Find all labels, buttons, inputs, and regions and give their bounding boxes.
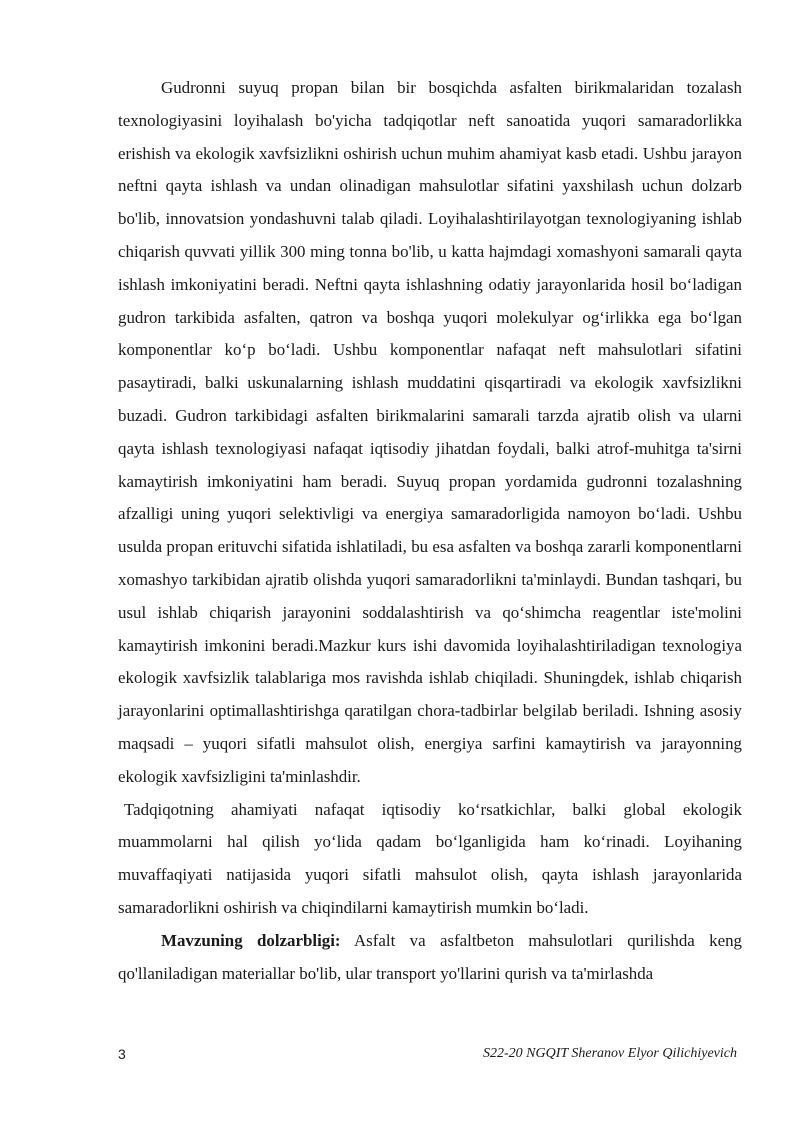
page-number: 3: [118, 1046, 126, 1062]
paragraph-relevance: [118, 925, 742, 991]
document-body: [118, 72, 742, 990]
relevance-heading: Mavzuning dolzarbligi:: [161, 930, 341, 950]
paragraph-introduction: Gudronni suyuq propan bilan bir bosqichda asfalten birikmalaridan tozalash texnologiyasini loyihalash bo'yicha tadqiqotlar neft sanoatida yuqori samaradorlikka erishish va ekologik xavfsizlikni oshirish uchun muhim ahamiyat kasb etadi. Ushbu jarayon neftni qayta ishlash va undan olinadigan mahsulotlar sifatini yaxshilash uchun dolzarb bo'lib, innovatsion yondashuvni talab qiladi. Loyihalashtirilayotgan texnologiyaning ishlab chiqarish quvvati yillik 300 ming tonna bo'lib, u katta hajmdagi xomashyoni samarali qayta ishlash imkoniyatini beradi. Neftni qayta ishlashning odatiy jarayonlarida hosil bo‘ladigan gudron tarkibida asfalten, qatron va boshqa yuqori molekulyar og‘irlikka ega bo‘lgan komponentlar ko‘p bo‘ladi. Ushbu komponentlar nafaqat neft mahsulotlari sifatini pasaytiradi, balki uskunalarning ishlash muddatini qisqartiradi va ekologik xavfsizlikni buzadi. Gudron tarkibidagi asfalten birikmalarini samarali tarzda ajratib olish va ularni qayta ishlash texnologiyasi nafaqat iqtisodiy jihatdan foydali, balki atrof-muhitga ta'sirni kamaytirish imkoniyatini ham beradi. Suyuq propan yordamida gudronni tozalashning afzalligi uning yuqori selektivligi va energiya samaradorligida namoyon bo‘ladi. Ushbu usulda propan erituvchi sifatida ishlatiladi, bu esa asfalten va boshqa zararli komponentlarni xomashyo tarkibidan ajratib olishda yuqori samaradorlikni ta'minlaydi. Bundan tashqari, bu usul ishlab chiqarish jarayonini soddalashtirish va qo‘shimcha reagentlar iste'molini kamaytirish imkonini beradi.Mazkur kurs ishi davomida loyihalashtiriladigan texnologiya ekologik xavfsizlik talablariga mos ravishda ishlab chiqiladi. Shuningdek, ishlab chiqarish jarayonlarini optimallashtirishga qaratilgan chora-tadbirlar belgilab beriladi. Ishning asosiy maqsadi – yuqori sifatli mahsulot olish, energiya sarfini kamaytirish va jarayonning ekologik xavfsizligini ta'minlashdir.: [118, 78, 742, 786]
paragraph-significance: Tadqiqotning ahamiyati nafaqat iqtisodiy ko‘rsatkichlar, balki global ekologik muammolarni hal qilish yo‘lida qadam bo‘lganligida ham ko‘rinadi. Loyihaning muvaffaqiyati natijasida yuqori sifatli mahsulot olish, qayta ishlash jarayonlarida samaradorlikni oshirish va chiqindilarni kamaytirish mumkin bo‘ladi.: [118, 799, 742, 917]
relevance-text: Asfalt va asfaltbeton mahsulotlari qurilishda keng qo'llaniladigan materiallar bo'lib, ular transport yo'llarini qurish va ta'mirlashda: [118, 930, 742, 983]
footer-author: S22-20 NGQIT Sheranov Elyor Qilichiyevich: [482, 1046, 737, 1061]
